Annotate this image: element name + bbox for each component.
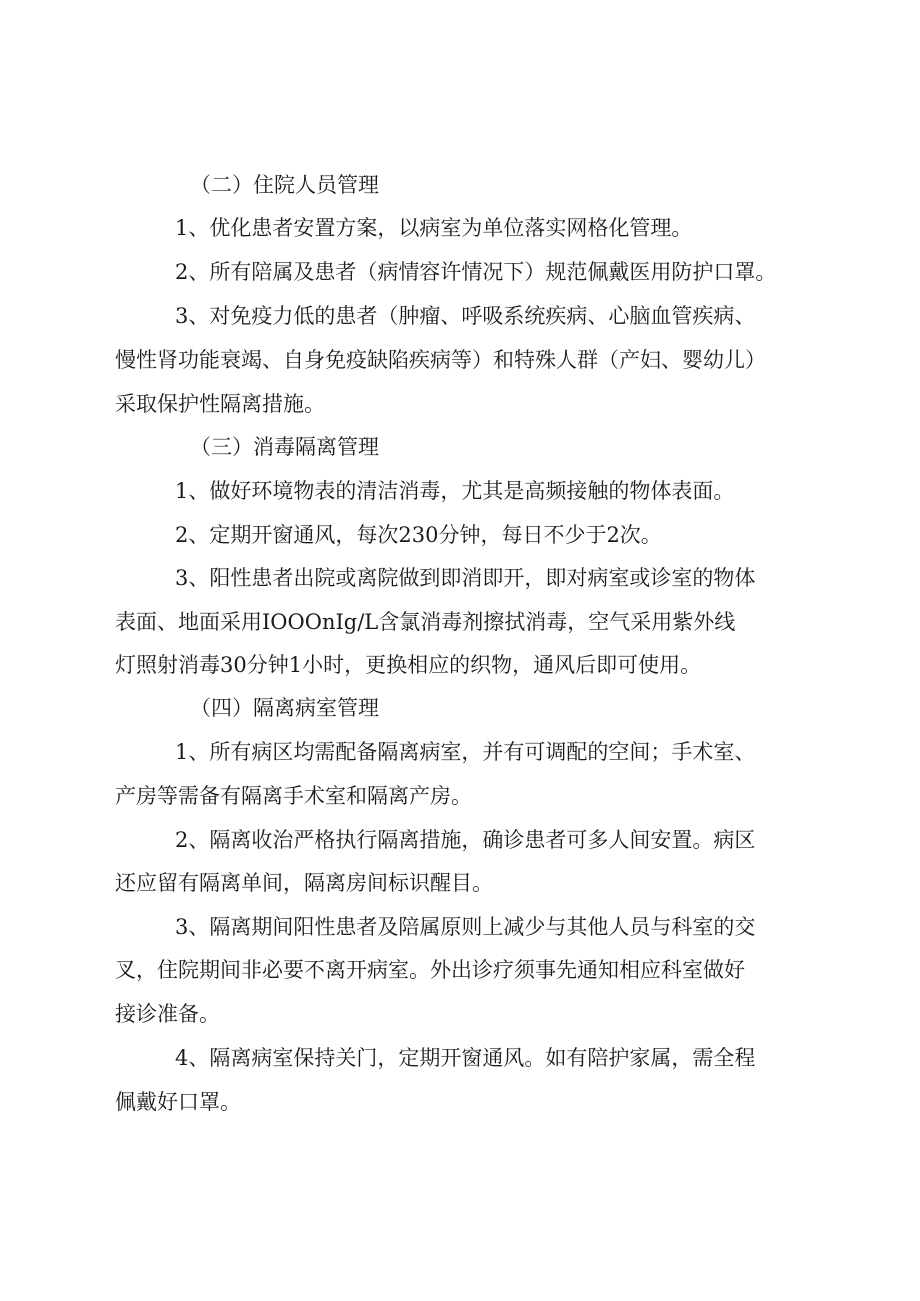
list-item: 2、所有陪属及患者（病情容许情况下）规范佩戴医用防护口罩。	[175, 260, 777, 284]
list-item: 3、隔离期间阳性患者及陪属原则上减少与其他人员与科室的交	[175, 915, 756, 939]
list-item-continuation: 产房等需备有隔离手术室和隔离产房。	[115, 784, 472, 808]
section-heading: （四）隔离病室管理	[190, 696, 379, 720]
list-item: 1、做好环境物表的清洁消毒，尤其是高频接触的物体表面。	[175, 479, 735, 503]
section-heading: （二）住院人员管理	[190, 173, 379, 197]
list-item: 1、优化患者安置方案，以病室为单位落实网格化管理。	[175, 216, 693, 240]
list-item-continuation: 表面、地面采用IOOOnIg/L含氯消毒剂擦拭消毒，空气采用紫外线	[115, 610, 736, 634]
list-item-continuation: 佩戴好口罩。	[115, 1090, 241, 1114]
list-item-continuation: 灯照射消毒30分钟1小时，更换相应的织物，通风后即可使用。	[115, 653, 702, 677]
list-item-continuation: 还应留有隔离单间，隔离房间标识醒目。	[115, 871, 493, 895]
list-item: 3、对免疫力低的患者（肿瘤、呼吸系统疾病、心脑血管疾病、	[175, 304, 756, 328]
list-item: 4、隔离病室保持关门，定期开窗通风。如有陪护家属，需全程	[175, 1046, 756, 1070]
list-item-continuation: 叉，住院期间非必要不离开病室。外出诊疗须事先通知相应科室做好	[115, 958, 745, 982]
list-item: 2、定期开窗通风，每次230分钟，每日不少于2次。	[175, 523, 662, 547]
section-heading: （三）消毒隔离管理	[190, 435, 379, 459]
list-item: 3、阳性患者出院或离院做到即消即开，即对病室或诊室的物体	[175, 566, 756, 590]
list-item: 1、所有病区均需配备隔离病室，并有可调配的空间；手术室、	[175, 740, 756, 764]
list-item-continuation: 接诊准备。	[115, 1002, 220, 1026]
list-item-continuation: 采取保护性隔离措施。	[115, 392, 325, 416]
list-item: 2、隔离收治严格执行隔离措施，确诊患者可多人间安置。病区	[175, 828, 756, 852]
list-item-continuation: 慢性肾功能衰竭、自身免疫缺陷疾病等）和特殊人群（产妇、婴幼儿）	[115, 348, 766, 372]
